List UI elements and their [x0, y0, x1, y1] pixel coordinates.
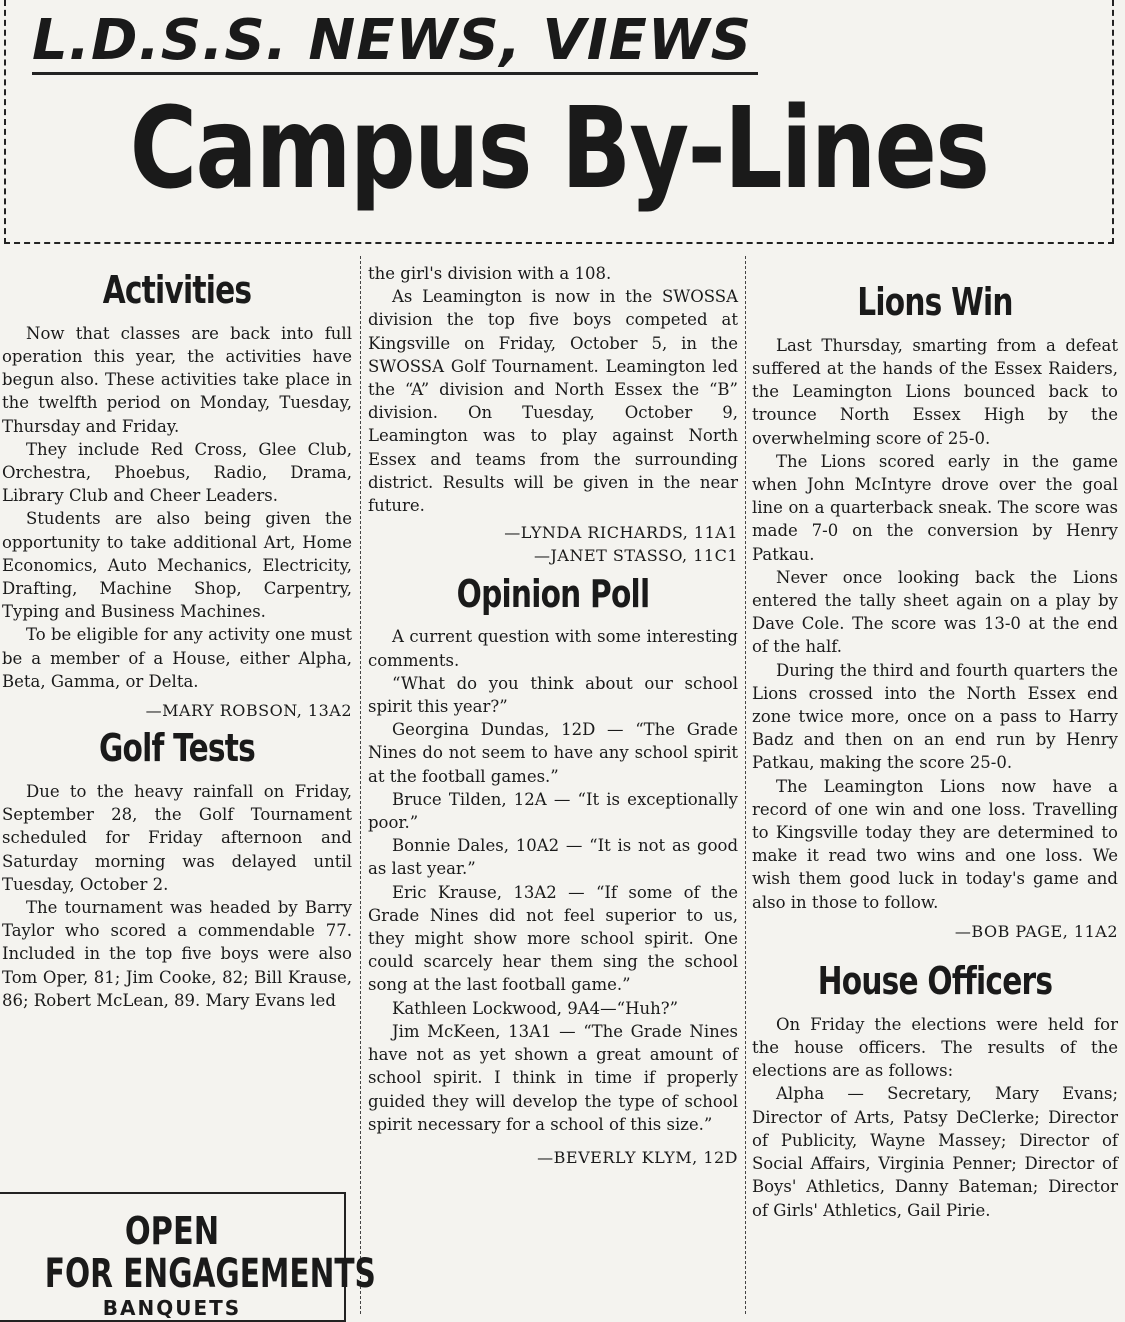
golf-paragraph: The tournament was headed by Barry Taylor who scored a commendable 77. Included in the top five boys were also Tom Oper, 81; Jim Cooke, 82; Bill Krause, 86; Robert McLean, 89. Mary Evans led	[2, 898, 352, 1010]
ad-line: BANQUETS	[102, 1296, 242, 1320]
lions-paragraph: The Lions scored early in the game when John McIntyre drove over the goal line on a quarterback sneak. The score was made 7-0 on the conversion by Henry Patkau.	[752, 451, 1118, 564]
golf-paragraph: Due to the heavy rainfall on Friday, September 28, the Golf Tournament scheduled for Friday afternoon and Saturday morning was delayed until Tuesday, October 2.	[2, 782, 352, 894]
ad-line: OPEN	[124, 1209, 220, 1253]
poll-paragraph: Bonnie Dales, 10A2 — “It is not as good as last year.”	[368, 836, 738, 879]
poll-paragraph: Eric Krause, 13A2 — “If some of the Grade Nines did not feel superior to us, they might show more school spirit. One could scarcely hear them sing the school song at the last football game.”	[368, 882, 738, 995]
poll-paragraph: A current question with some interesting comments.	[368, 627, 738, 670]
column-middle	[368, 262, 738, 1171]
golf-continuation: the girl's division with a 108.	[368, 264, 612, 283]
lions-paragraph: Last Thursday, smarting from a defeat suffered at the hands of the Essex Raiders, the Leamington Lions bounced back to trounce North Essex High by the overwhelming score of 25-0.	[752, 335, 1118, 448]
page-title: Campus By-Lines	[129, 84, 989, 214]
poll-paragraph: Georgina Dundas, 12D — “The Grade Nines do not seem to have any school spirit at the football games.”	[368, 720, 738, 786]
house-paragraph: On Friday the elections were held for the house officers. The results of the elections are as follows:	[752, 1014, 1118, 1081]
lions-paragraph: During the third and fourth quarters the Lions crossed into the North Essex end zone twice more, once on a pass to Harry Badz and then on an end run by Henry Patkau, making the score 25-0.	[752, 660, 1118, 773]
poll-paragraph: Jim McKeen, 13A1 — “The Grade Nines have not as yet shown a great amount of school spirit. I think in time if properly guided they will develop the type of school spirit necessary for a school of this size.”	[368, 1021, 738, 1134]
poll-heading: Opinion Poll	[456, 571, 650, 616]
house-paragraph: Alpha — Secretary, Mary Evans; Director of Arts, Patsy DeClerke; Director of Publicity, Wayne Massey; Director of Social Affairs, Virginia Penner; Director of Boys' Athletics, Danny Bateman; Director of Girls' Athletics, Gail Pirie.	[752, 1084, 1118, 1220]
lions-paragraph: Never once looking back the Lions entered the tally sheet again on a play by Dave Cole. The score was 13-0 at the end of the half.	[752, 567, 1118, 657]
masthead-kicker: L.D.S.S. NEWS, VIEWS	[32, 10, 758, 75]
advertisement	[0, 1192, 376, 1322]
poll-byline: —BEVERLY KLYM, 12D	[537, 1147, 738, 1167]
activities-byline: —MARY ROBSON, 13A2	[145, 701, 352, 721]
lions-paragraph: The Leamington Lions now have a record of one win and one loss. Travelling to Kingsville today they are determined to make it read two wins and one loss. We wish them good luck in today's game and also in those to follow.	[752, 776, 1118, 912]
poll-paragraph: Bruce Tilden, 12A — “It is exceptionally poor.”	[368, 789, 738, 833]
activities-paragraph: They include Red Cross, Glee Club, Orchestra, Phoebus, Radio, Drama, Library Club and Cheer Leaders.	[2, 439, 352, 506]
masthead	[4, 0, 1114, 244]
column-divider	[745, 256, 746, 1314]
activities-paragraph: To be eligible for any activity one must be a member of a House, either Alpha, Beta, Gamma, or Delta.	[2, 625, 352, 691]
activities-paragraph: Students are also being given the opportunity to take additional Art, Home Economics, Auto Mechanics, Electricity, Drafting, Machine Shop, Carpentry, Typing and Business Machines.	[2, 509, 352, 622]
poll-paragraph: “What do you think about our school spirit this year?”	[368, 673, 738, 717]
lions-byline: —BOB PAGE, 11A2	[954, 921, 1118, 941]
golf-continuation: As Leamington is now in the SWOSSA division the top five boys competed at Kingsville on Friday, October 5, in the SWOSSA Golf Tournament. Leamington led the “A” division and North Essex the “B” division. On Tuesday, October 9, Leamington was to play against North Essex and teams from the surrounding district. Results will be given in the near future.	[368, 287, 738, 516]
column-right	[752, 276, 1118, 1222]
golf-heading: Golf Tests	[98, 726, 256, 771]
activities-heading: Activities	[102, 268, 252, 312]
activities-paragraph: Now that classes are back into full operation this year, the activities have begun also. These activities take place in the twelfth period on Monday, Tuesday, Thursday and Friday.	[2, 323, 352, 436]
house-heading: House Officers	[817, 959, 1053, 1004]
column-left	[0, 264, 352, 1012]
lions-heading: Lions Win	[857, 280, 1013, 324]
golf-byline: —JANET STASSO, 11C1	[534, 546, 738, 566]
golf-byline: —LYNDA RICHARDS, 11A1	[504, 523, 738, 543]
column-divider	[360, 256, 361, 1314]
poll-paragraph: Kathleen Lockwood, 9A4—“Huh?”	[392, 998, 679, 1018]
ad-line: FOR ENGAGEMENTS	[44, 1251, 376, 1297]
